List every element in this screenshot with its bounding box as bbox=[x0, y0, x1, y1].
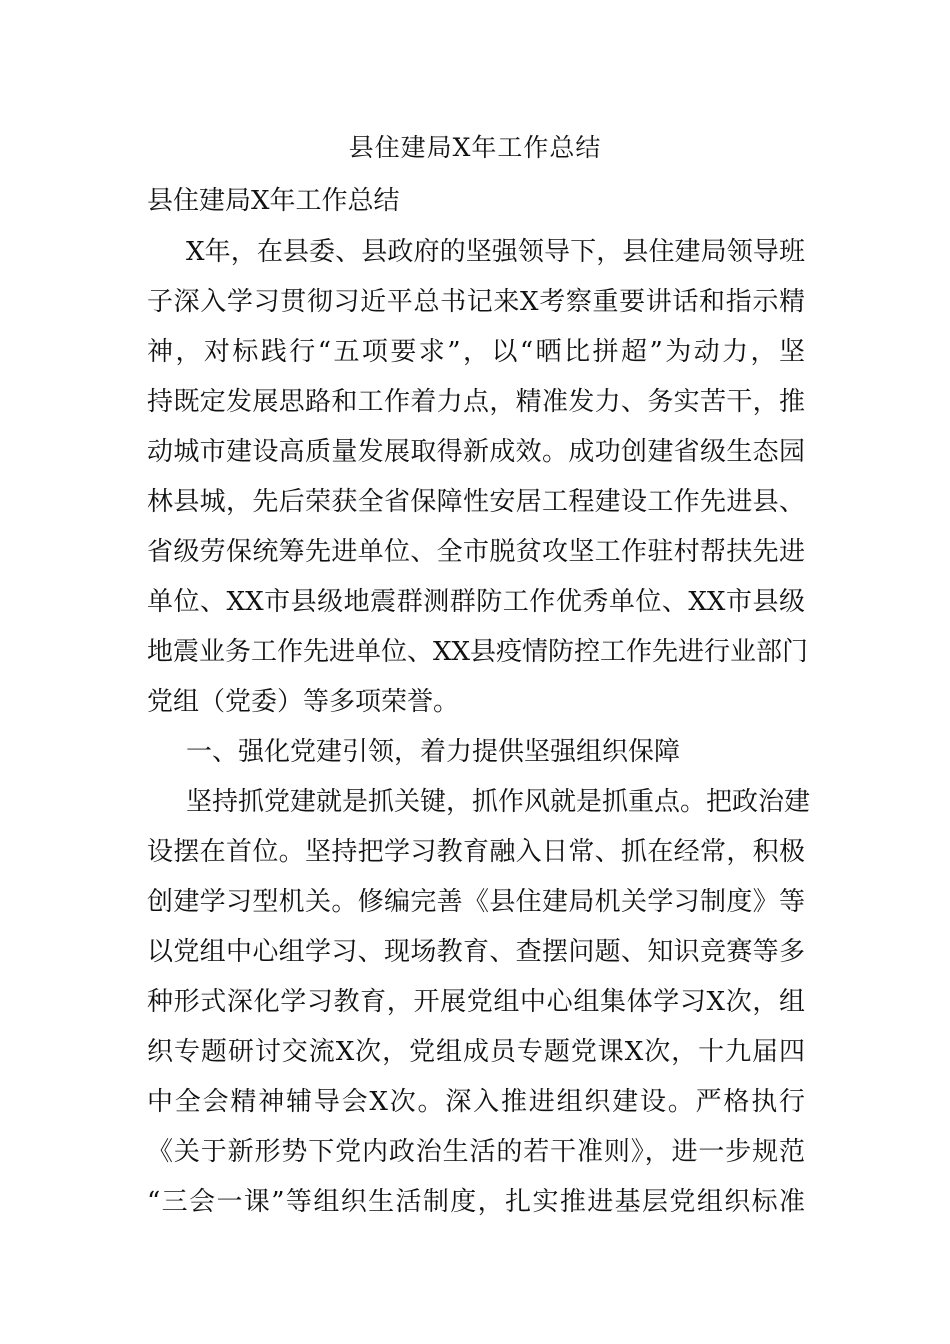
intro-line: 子深入学习贯彻习近平总书记来X考察重要讲话和指示精 bbox=[147, 287, 805, 317]
intro-line: 动城市建设高质量发展取得新成效。成功创建省级生态园 bbox=[147, 437, 805, 467]
section-line: 种形式深化学习教育，开展党组中心组集体学习X次，组 bbox=[147, 987, 805, 1017]
intro-line: 神，对标践行“五项要求”，以“晒比拼超”为动力，坚 bbox=[147, 337, 805, 367]
intro-line: X年，在县委、县政府的坚强领导下，县住建局领导班 bbox=[186, 237, 805, 267]
intro-line: 党组（党委）等多项荣誉。 bbox=[147, 687, 460, 717]
section-line: 《关于新形势下党内政治生活的若干准则》，进一步规范 bbox=[147, 1137, 805, 1167]
document-title: 县住建局X年工作总结 bbox=[348, 133, 602, 162]
intro-line: 地震业务工作先进单位、XX县疫情防控工作先进行业部门 bbox=[147, 637, 809, 667]
section-line: 织专题研讨交流X次，党组成员专题党课X次，十九届四 bbox=[147, 1037, 805, 1067]
section-line: 设摆在首位。坚持把学习教育融入日常、抓在经常，积极 bbox=[147, 837, 805, 867]
intro-line: 持既定发展思路和工作着力点，精准发力、务实苦干，推 bbox=[147, 387, 805, 417]
section-line: “三会一课”等组织生活制度，扎实推进基层党组织标准 bbox=[147, 1187, 805, 1217]
section-line: 以党组中心组学习、现场教育、查摆问题、知识竞赛等多 bbox=[147, 937, 805, 967]
intro-line: 林县城，先后荣获全省保障性安居工程建设工作先进县、 bbox=[147, 487, 805, 517]
section-line: 中全会精神辅导会X次。深入推进组织建设。严格执行 bbox=[147, 1087, 805, 1117]
document-subtitle: 县住建局X年工作总结 bbox=[147, 186, 400, 216]
section-line: 创建学习型机关。修编完善《县住建局机关学习制度》等 bbox=[147, 887, 805, 917]
section-heading: 一、强化党建引领，着力提供坚强组织保障 bbox=[186, 737, 681, 767]
intro-line: 省级劳保统筹先进单位、全市脱贫攻坚工作驻村帮扶先进 bbox=[147, 537, 805, 567]
intro-line: 单位、XX市县级地震群测群防工作优秀单位、XX市县级 bbox=[147, 587, 805, 617]
section-line: 坚持抓党建就是抓关键，抓作风就是抓重点。把政治建 bbox=[186, 787, 811, 817]
